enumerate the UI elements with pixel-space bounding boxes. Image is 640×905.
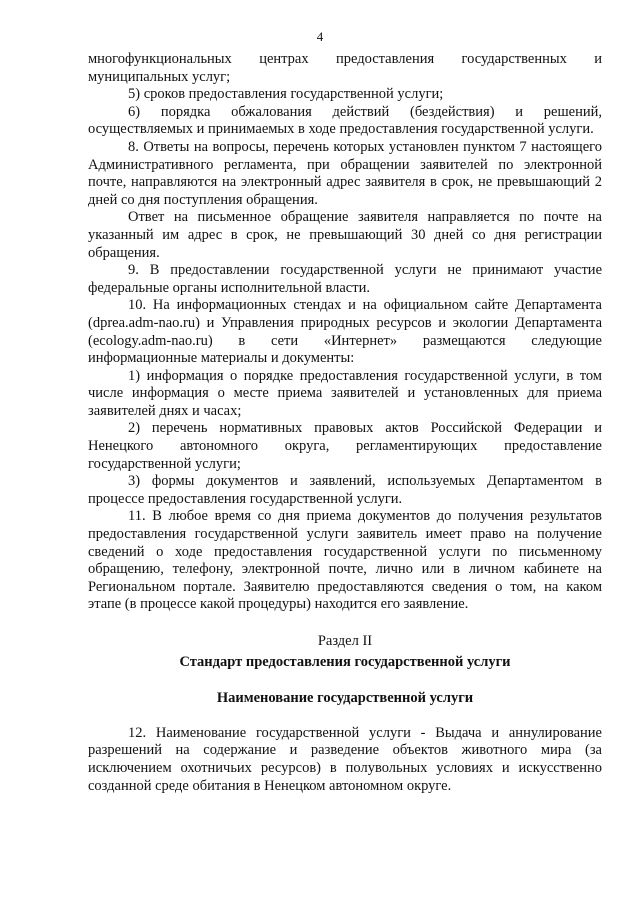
paragraph-written-reply: Ответ на письменное обращение заявителя направляется по почте на указанный им адрес в срок, не превышающий 30 дней со дня регистрации обращения.: [88, 209, 602, 261]
paragraph-item-6: 6) порядка обжалования действий (бездействия) и решений, осуществляемых и принимаемых в ходе предоставления государственной услуги.: [88, 103, 602, 138]
paragraph-clause-11: 11. В любое время со дня приема документов до получения результатов предоставления государственной услуги заявитель имеет право на получение сведений о ходе предоставления государственной услуги по письменному обращению, телефону, электронной почте, лично или в личном кабинете на Региональном портале. Заявителю предоставляются сведения о том, на каком этапе (в процессе какой процедуры) находится его заявление.: [88, 508, 602, 613]
paragraph-clause-10: 10. На информационных стендах и на официальном сайте Департамента (dprea.adm-nao.ru) и Управления природных ресурсов и экологии Департамента (ecology.adm-nao.ru) в сети «Интернет» размещаются следующие информационные материалы и документы:: [88, 297, 602, 367]
document-body: [88, 51, 602, 795]
paragraph-clause-9: 9. В предоставлении государственной услуги не принимают участие федеральные органы исполнительной власти.: [88, 262, 602, 296]
page-number: 4: [316, 29, 324, 44]
paragraph-list-item-3: 3) формы документов и заявлений, используемых Департаментом в процессе предоставления государственной услуги.: [88, 473, 602, 507]
paragraph-list-item-1: 1) информация о порядке предоставления государственной услуги, в том числе информация о месте приема заявителей и установленных для приема заявителей днях и часах;: [88, 367, 602, 419]
paragraph-list-item-2: 2) перечень нормативных правовых актов Российской Федерации и Ненецкого автономного округа, регламентирующих предоставление государственной услуги;: [88, 420, 602, 472]
paragraph-clause-12: 12. Наименование государственной услуги - Выдача и аннулирование разрешений на содержание и разведение объектов животного мира (за исключением охотничьих ресурсов) в полувольных условиях и искусственно созданной среде обитания в Ненецком автономном округе.: [88, 724, 602, 794]
section-title: Стандарт предоставления государственной услуги: [179, 653, 511, 670]
paragraph-item-5: 5) сроков предоставления государственной услуги;: [128, 86, 444, 103]
paragraph-clause-8: 8. Ответы на вопросы, перечень которых установлен пунктом 7 настоящего Административного регламента, при обращении заявителей по электронной почте, направляются на электронный адрес заявителя в срок, не превышающий 2 дней со дня поступления обращения.: [88, 138, 602, 208]
section-subtitle: Наименование государственной услуги: [216, 690, 474, 707]
paragraph-continuation: многофункциональных центрах предоставления государственных и муниципальных услуг;: [88, 51, 602, 85]
section-label: Раздел II: [317, 633, 373, 649]
